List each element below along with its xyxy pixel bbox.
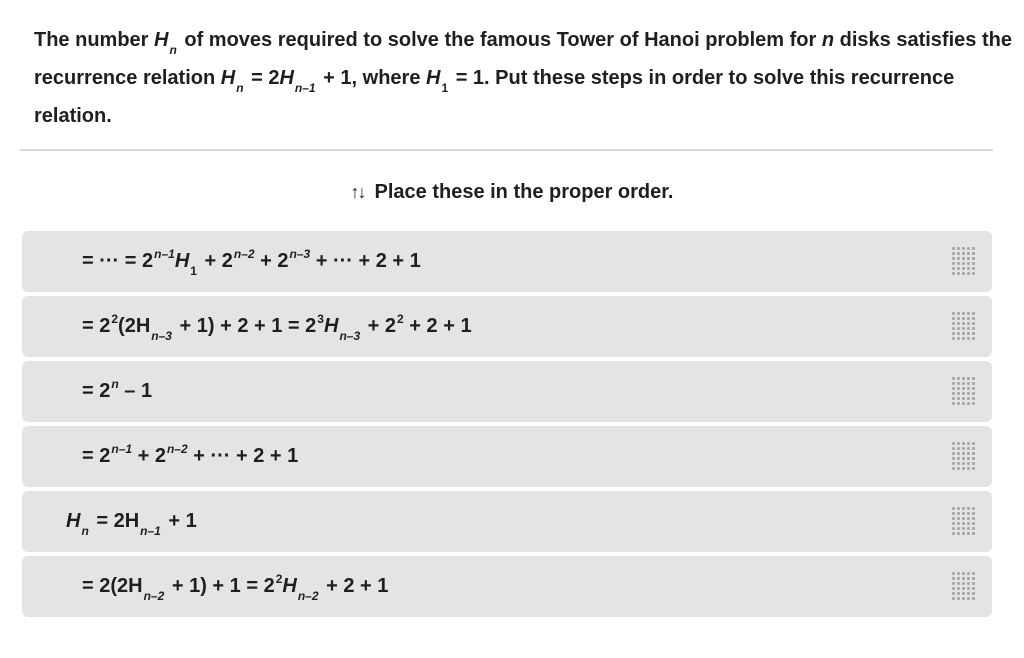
handle-dot bbox=[962, 452, 965, 455]
handle-dot bbox=[967, 522, 970, 525]
step-expression bbox=[66, 491, 197, 552]
drag-handle-icon[interactable] bbox=[952, 442, 976, 470]
handle-dot bbox=[957, 457, 960, 460]
math-part: – 1 bbox=[118, 380, 153, 402]
handle-dot bbox=[967, 252, 970, 255]
handle-dot bbox=[972, 397, 975, 400]
var-n: n bbox=[821, 29, 835, 51]
handle-dot bbox=[952, 322, 955, 325]
handle-dot bbox=[957, 572, 960, 575]
superscript: 3 bbox=[317, 312, 324, 326]
handle-dot bbox=[952, 507, 955, 510]
handle-dot bbox=[957, 452, 960, 455]
subscript: 1 bbox=[441, 81, 449, 95]
math-part: = 2H bbox=[90, 510, 140, 532]
superscript: n bbox=[111, 377, 119, 391]
math-part: + 1 bbox=[162, 510, 197, 532]
superscript: n–1 bbox=[111, 442, 133, 456]
handle-dot bbox=[952, 572, 955, 575]
handle-dot bbox=[972, 267, 975, 270]
handle-dot bbox=[962, 247, 965, 250]
handle-dot bbox=[952, 377, 955, 380]
handle-dot bbox=[957, 317, 960, 320]
drag-handle-icon[interactable] bbox=[952, 312, 976, 340]
handle-dot bbox=[957, 462, 960, 465]
handle-dot bbox=[952, 272, 955, 275]
question-part: of moves required to solve the famous Tower of Hanoi problem for bbox=[178, 29, 822, 51]
handle-dot bbox=[957, 527, 960, 530]
divider bbox=[20, 149, 993, 151]
handle-dot bbox=[952, 317, 955, 320]
math-part: (2H bbox=[118, 315, 151, 337]
handle-dot bbox=[952, 577, 955, 580]
subscript: n bbox=[81, 524, 89, 538]
handle-dot bbox=[972, 577, 975, 580]
handle-dot bbox=[967, 467, 970, 470]
handle-dot bbox=[962, 572, 965, 575]
handle-dot bbox=[962, 392, 965, 395]
math-part: + 2 + 1 bbox=[403, 315, 472, 337]
handle-dot bbox=[952, 387, 955, 390]
handle-dot bbox=[952, 392, 955, 395]
handle-dot bbox=[962, 382, 965, 385]
superscript: n–2 bbox=[166, 442, 188, 456]
sortable-step-5[interactable] bbox=[22, 491, 992, 552]
handle-dot bbox=[952, 327, 955, 330]
handle-dot bbox=[972, 587, 975, 590]
math-part: + 1) + 1 = 2 bbox=[166, 575, 275, 597]
handle-dot bbox=[972, 512, 975, 515]
math-part: + ··· + 2 + 1 bbox=[310, 250, 421, 272]
var-h: H bbox=[279, 67, 294, 89]
handle-dot bbox=[952, 522, 955, 525]
var-h: H bbox=[154, 29, 169, 51]
handle-dot bbox=[952, 582, 955, 585]
step-expression bbox=[82, 361, 152, 422]
math-part: = 2 bbox=[82, 315, 111, 337]
handle-dot bbox=[962, 582, 965, 585]
handle-dot bbox=[972, 257, 975, 260]
handle-dot bbox=[972, 382, 975, 385]
math-part: = 2 bbox=[82, 445, 111, 467]
handle-dot bbox=[957, 517, 960, 520]
handle-dot bbox=[952, 382, 955, 385]
handle-dot bbox=[952, 312, 955, 315]
instruction bbox=[0, 181, 1024, 204]
step-expression bbox=[82, 231, 421, 292]
math-part: = 2(2H bbox=[82, 575, 143, 597]
handle-dot bbox=[967, 517, 970, 520]
handle-dot bbox=[962, 597, 965, 600]
handle-dot bbox=[967, 572, 970, 575]
handle-dot bbox=[962, 517, 965, 520]
handle-dot bbox=[972, 272, 975, 275]
math-part: + 2 + 1 bbox=[320, 575, 389, 597]
superscript: 2 bbox=[275, 572, 283, 586]
handle-dot bbox=[957, 252, 960, 255]
handle-dot bbox=[962, 442, 965, 445]
handle-dot bbox=[957, 447, 960, 450]
question-part: The number bbox=[34, 29, 155, 51]
math-part: + 2 bbox=[198, 250, 233, 272]
handle-dot bbox=[967, 382, 970, 385]
handle-dot bbox=[962, 387, 965, 390]
handle-dot bbox=[967, 577, 970, 580]
handle-dot bbox=[972, 572, 975, 575]
handle-dot bbox=[972, 582, 975, 585]
handle-dot bbox=[957, 512, 960, 515]
handle-dot bbox=[967, 247, 970, 250]
handle-dot bbox=[957, 327, 960, 330]
handle-dot bbox=[957, 507, 960, 510]
handle-dot bbox=[952, 452, 955, 455]
handle-dot bbox=[967, 587, 970, 590]
handle-dot bbox=[952, 457, 955, 460]
math-part: + 2 bbox=[132, 445, 166, 467]
handle-dot bbox=[967, 257, 970, 260]
handle-dot bbox=[962, 332, 965, 335]
var-h: H bbox=[426, 67, 441, 89]
question-part: disks satisfies the recurrence relation bbox=[34, 29, 1012, 89]
handle-dot bbox=[967, 462, 970, 465]
handle-dot bbox=[952, 252, 955, 255]
handle-dot bbox=[972, 322, 975, 325]
var-h: H bbox=[174, 250, 190, 272]
handle-dot bbox=[957, 582, 960, 585]
handle-dot bbox=[952, 332, 955, 335]
step-expression bbox=[82, 426, 298, 487]
handle-dot bbox=[972, 452, 975, 455]
var-h: H bbox=[220, 67, 236, 89]
handle-dot bbox=[972, 392, 975, 395]
handle-dot bbox=[952, 442, 955, 445]
step-expression bbox=[82, 556, 388, 617]
superscript: n–2 bbox=[233, 247, 255, 261]
sortable-step-6[interactable] bbox=[22, 556, 992, 617]
superscript: 2 bbox=[397, 312, 404, 326]
handle-dot bbox=[962, 322, 965, 325]
subscript: n bbox=[236, 81, 244, 95]
var-h: H bbox=[323, 315, 339, 337]
handle-dot bbox=[952, 592, 955, 595]
handle-dot bbox=[972, 447, 975, 450]
handle-dot bbox=[957, 442, 960, 445]
handle-dot bbox=[952, 517, 955, 520]
handle-dot bbox=[972, 462, 975, 465]
handle-dot bbox=[957, 257, 960, 260]
handle-dot bbox=[972, 247, 975, 250]
handle-dot bbox=[967, 452, 970, 455]
handle-dot bbox=[957, 592, 960, 595]
handle-dot bbox=[957, 522, 960, 525]
handle-dot bbox=[967, 527, 970, 530]
math-part: = 2 bbox=[82, 380, 111, 402]
handle-dot bbox=[962, 312, 965, 315]
handle-dot bbox=[972, 252, 975, 255]
handle-dot bbox=[967, 312, 970, 315]
handle-dot bbox=[967, 262, 970, 265]
handle-dot bbox=[952, 532, 955, 535]
drag-handle-icon[interactable] bbox=[952, 507, 976, 535]
handle-dot bbox=[952, 467, 955, 470]
subscript: 1 bbox=[190, 264, 197, 278]
handle-dot bbox=[962, 327, 965, 330]
handle-dot bbox=[957, 397, 960, 400]
reorder-arrows-icon: ↑↓ bbox=[350, 182, 365, 202]
handle-dot bbox=[957, 272, 960, 275]
handle-dot bbox=[967, 397, 970, 400]
handle-dot bbox=[972, 317, 975, 320]
handle-dot bbox=[967, 337, 970, 340]
math-part: + 2 bbox=[254, 250, 289, 272]
handle-dot bbox=[967, 592, 970, 595]
handle-dot bbox=[952, 587, 955, 590]
handle-dot bbox=[967, 317, 970, 320]
superscript: n–3 bbox=[289, 247, 311, 261]
handle-dot bbox=[957, 587, 960, 590]
handle-dot bbox=[962, 577, 965, 580]
handle-dot bbox=[972, 387, 975, 390]
handle-dot bbox=[957, 377, 960, 380]
handle-dot bbox=[952, 257, 955, 260]
handle-dot bbox=[972, 332, 975, 335]
handle-dot bbox=[962, 457, 965, 460]
handle-dot bbox=[967, 402, 970, 405]
handle-dot bbox=[962, 522, 965, 525]
handle-dot bbox=[972, 527, 975, 530]
subscript: n–2 bbox=[143, 589, 165, 603]
handle-dot bbox=[962, 532, 965, 535]
math-part: + ··· + 2 + 1 bbox=[187, 445, 299, 467]
question-part: = 2 bbox=[245, 67, 280, 89]
handle-dot bbox=[962, 267, 965, 270]
handle-dot bbox=[962, 507, 965, 510]
subscript: n–1 bbox=[294, 81, 316, 95]
handle-dot bbox=[967, 447, 970, 450]
handle-dot bbox=[962, 402, 965, 405]
handle-dot bbox=[957, 467, 960, 470]
handle-dot bbox=[967, 582, 970, 585]
sortable-step-2[interactable] bbox=[22, 296, 992, 357]
drag-handle-icon[interactable] bbox=[952, 572, 976, 600]
handle-dot bbox=[962, 272, 965, 275]
handle-dot bbox=[962, 592, 965, 595]
question-text bbox=[34, 22, 1014, 134]
handle-dot bbox=[967, 442, 970, 445]
sortable-step-4[interactable] bbox=[22, 426, 992, 487]
handle-dot bbox=[952, 527, 955, 530]
handle-dot bbox=[957, 577, 960, 580]
handle-dot bbox=[962, 262, 965, 265]
handle-dot bbox=[952, 337, 955, 340]
handle-dot bbox=[967, 377, 970, 380]
handle-dot bbox=[967, 507, 970, 510]
handle-dot bbox=[957, 337, 960, 340]
handle-dot bbox=[957, 402, 960, 405]
handle-dot bbox=[972, 522, 975, 525]
handle-dot bbox=[952, 397, 955, 400]
handle-dot bbox=[962, 447, 965, 450]
handle-dot bbox=[962, 257, 965, 260]
handle-dot bbox=[972, 592, 975, 595]
handle-dot bbox=[962, 337, 965, 340]
var-h: H bbox=[282, 575, 297, 597]
math-part: = ··· = 2 bbox=[82, 250, 154, 272]
handle-dot bbox=[972, 507, 975, 510]
handle-dot bbox=[962, 467, 965, 470]
drag-handle-icon[interactable] bbox=[952, 247, 976, 275]
handle-dot bbox=[972, 337, 975, 340]
handle-dot bbox=[967, 597, 970, 600]
handle-dot bbox=[967, 332, 970, 335]
handle-dot bbox=[957, 322, 960, 325]
instruction-text: Place these in the proper order. bbox=[374, 181, 674, 203]
handle-dot bbox=[957, 262, 960, 265]
subscript: n bbox=[169, 43, 177, 57]
question-part: = 1. Put these steps in order to solve this recurrence relation. bbox=[34, 67, 955, 127]
handle-dot bbox=[957, 332, 960, 335]
handle-dot bbox=[957, 532, 960, 535]
step-expression bbox=[82, 296, 472, 357]
handle-dot bbox=[962, 527, 965, 530]
handle-dot bbox=[957, 247, 960, 250]
sortable-step-1[interactable] bbox=[22, 231, 992, 292]
handle-dot bbox=[967, 272, 970, 275]
handle-dot bbox=[952, 447, 955, 450]
handle-dot bbox=[962, 512, 965, 515]
handle-dot bbox=[952, 267, 955, 270]
var-h: H bbox=[66, 510, 81, 532]
superscript: n–1 bbox=[154, 247, 175, 261]
handle-dot bbox=[962, 397, 965, 400]
handle-dot bbox=[972, 597, 975, 600]
question-part: + 1, where bbox=[317, 67, 426, 89]
handle-dot bbox=[972, 467, 975, 470]
math-part: + 2 bbox=[362, 315, 397, 337]
handle-dot bbox=[967, 532, 970, 535]
handle-dot bbox=[957, 382, 960, 385]
handle-dot bbox=[952, 262, 955, 265]
handle-dot bbox=[967, 327, 970, 330]
handle-dot bbox=[952, 597, 955, 600]
handle-dot bbox=[972, 517, 975, 520]
handle-dot bbox=[962, 317, 965, 320]
superscript: 2 bbox=[111, 312, 119, 326]
subscript: n–1 bbox=[140, 524, 161, 538]
handle-dot bbox=[972, 457, 975, 460]
handle-dot bbox=[972, 327, 975, 330]
math-part: + 1) + 2 + 1 = 2 bbox=[173, 315, 317, 337]
handle-dot bbox=[967, 512, 970, 515]
handle-dot bbox=[967, 392, 970, 395]
subscript: n–3 bbox=[151, 329, 172, 343]
sortable-step-3[interactable] bbox=[22, 361, 992, 422]
handle-dot bbox=[957, 267, 960, 270]
handle-dot bbox=[962, 377, 965, 380]
handle-dot bbox=[952, 512, 955, 515]
handle-dot bbox=[967, 267, 970, 270]
handle-dot bbox=[962, 462, 965, 465]
handle-dot bbox=[952, 247, 955, 250]
handle-dot bbox=[957, 387, 960, 390]
subscript: n–2 bbox=[297, 589, 319, 603]
handle-dot bbox=[972, 532, 975, 535]
handle-dot bbox=[967, 322, 970, 325]
handle-dot bbox=[957, 392, 960, 395]
drag-handle-icon[interactable] bbox=[952, 377, 976, 405]
handle-dot bbox=[972, 262, 975, 265]
handle-dot bbox=[972, 377, 975, 380]
handle-dot bbox=[967, 387, 970, 390]
handle-dot bbox=[957, 597, 960, 600]
handle-dot bbox=[952, 402, 955, 405]
sortable-list bbox=[22, 231, 992, 621]
handle-dot bbox=[972, 312, 975, 315]
subscript: n–3 bbox=[339, 329, 361, 343]
handle-dot bbox=[972, 402, 975, 405]
handle-dot bbox=[952, 462, 955, 465]
handle-dot bbox=[957, 312, 960, 315]
handle-dot bbox=[962, 587, 965, 590]
handle-dot bbox=[962, 252, 965, 255]
handle-dot bbox=[972, 442, 975, 445]
handle-dot bbox=[967, 457, 970, 460]
